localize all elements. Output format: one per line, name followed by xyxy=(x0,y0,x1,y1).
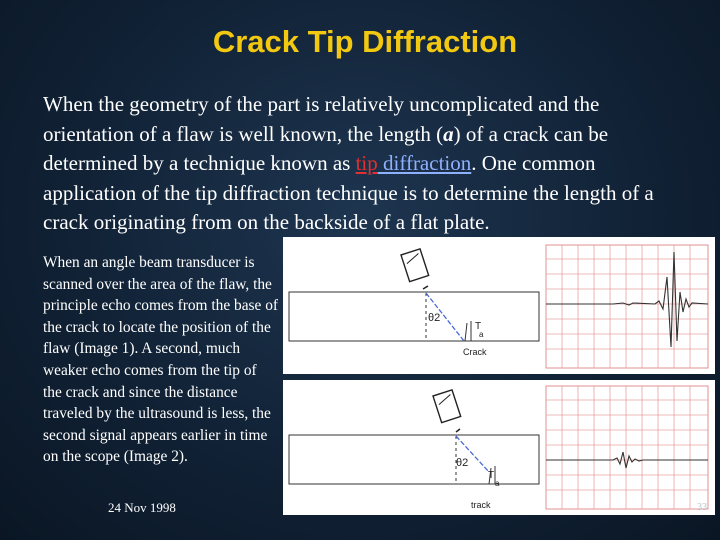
wedge-line xyxy=(423,286,428,289)
transducer-icon-2 xyxy=(433,390,461,423)
tip-diffraction-image-2 xyxy=(283,380,715,515)
intro-text-2: ) of a crack can be determined by a technique known as xyxy=(43,121,609,175)
t-label: T xyxy=(475,321,482,332)
plate-shape xyxy=(289,292,539,341)
image-2-graphic xyxy=(283,380,715,515)
tip-link[interactable]: tip xyxy=(355,151,378,175)
crack-label: Crack xyxy=(463,347,487,357)
image-1-graphic xyxy=(283,237,715,374)
intro-paragraph xyxy=(43,90,693,238)
theta-label-2: θ2 xyxy=(456,457,469,469)
slide-number: 33 xyxy=(697,502,707,513)
a-label-2: a xyxy=(495,479,500,488)
plate-shape-2 xyxy=(289,435,539,484)
diffraction-link[interactable]: diffraction xyxy=(377,151,472,175)
intro-text-3: . One common application of the tip diffraction technique is to determine the length of a crack originating from on the backside of a flat plate. xyxy=(43,151,654,234)
side-description: When an angle beam transducer is scanned over the area of the flaw, the principle echo comes from the base of the crack to locate the position of the flaw (Image 1). A second, much weaker echo comes from the tip of the crack and since the distance traveled by the ultrasound is less, the second signal appears earlier in time on the scope (Image 2). xyxy=(43,254,279,466)
oscilloscope-display-2 xyxy=(546,386,708,509)
theta-label: θ2 xyxy=(428,312,441,324)
t-label-2: T xyxy=(488,470,495,481)
slide-title: Crack Tip Diffraction xyxy=(212,24,518,59)
transducer-icon xyxy=(401,249,429,282)
a-label: a xyxy=(479,330,484,339)
crack-label-2: track xyxy=(471,500,491,510)
slide-date: 24 Nov 1998 xyxy=(108,500,176,515)
oscilloscope-display-1 xyxy=(546,245,708,368)
intro-text-1: When the geometry of the part is relatively uncomplicated and the orientation of a flaw is well known, the length ( xyxy=(43,92,600,146)
crack-length-variable: a xyxy=(443,121,454,146)
wedge-line-2 xyxy=(456,429,460,432)
tip-diffraction-image-1 xyxy=(283,237,715,374)
